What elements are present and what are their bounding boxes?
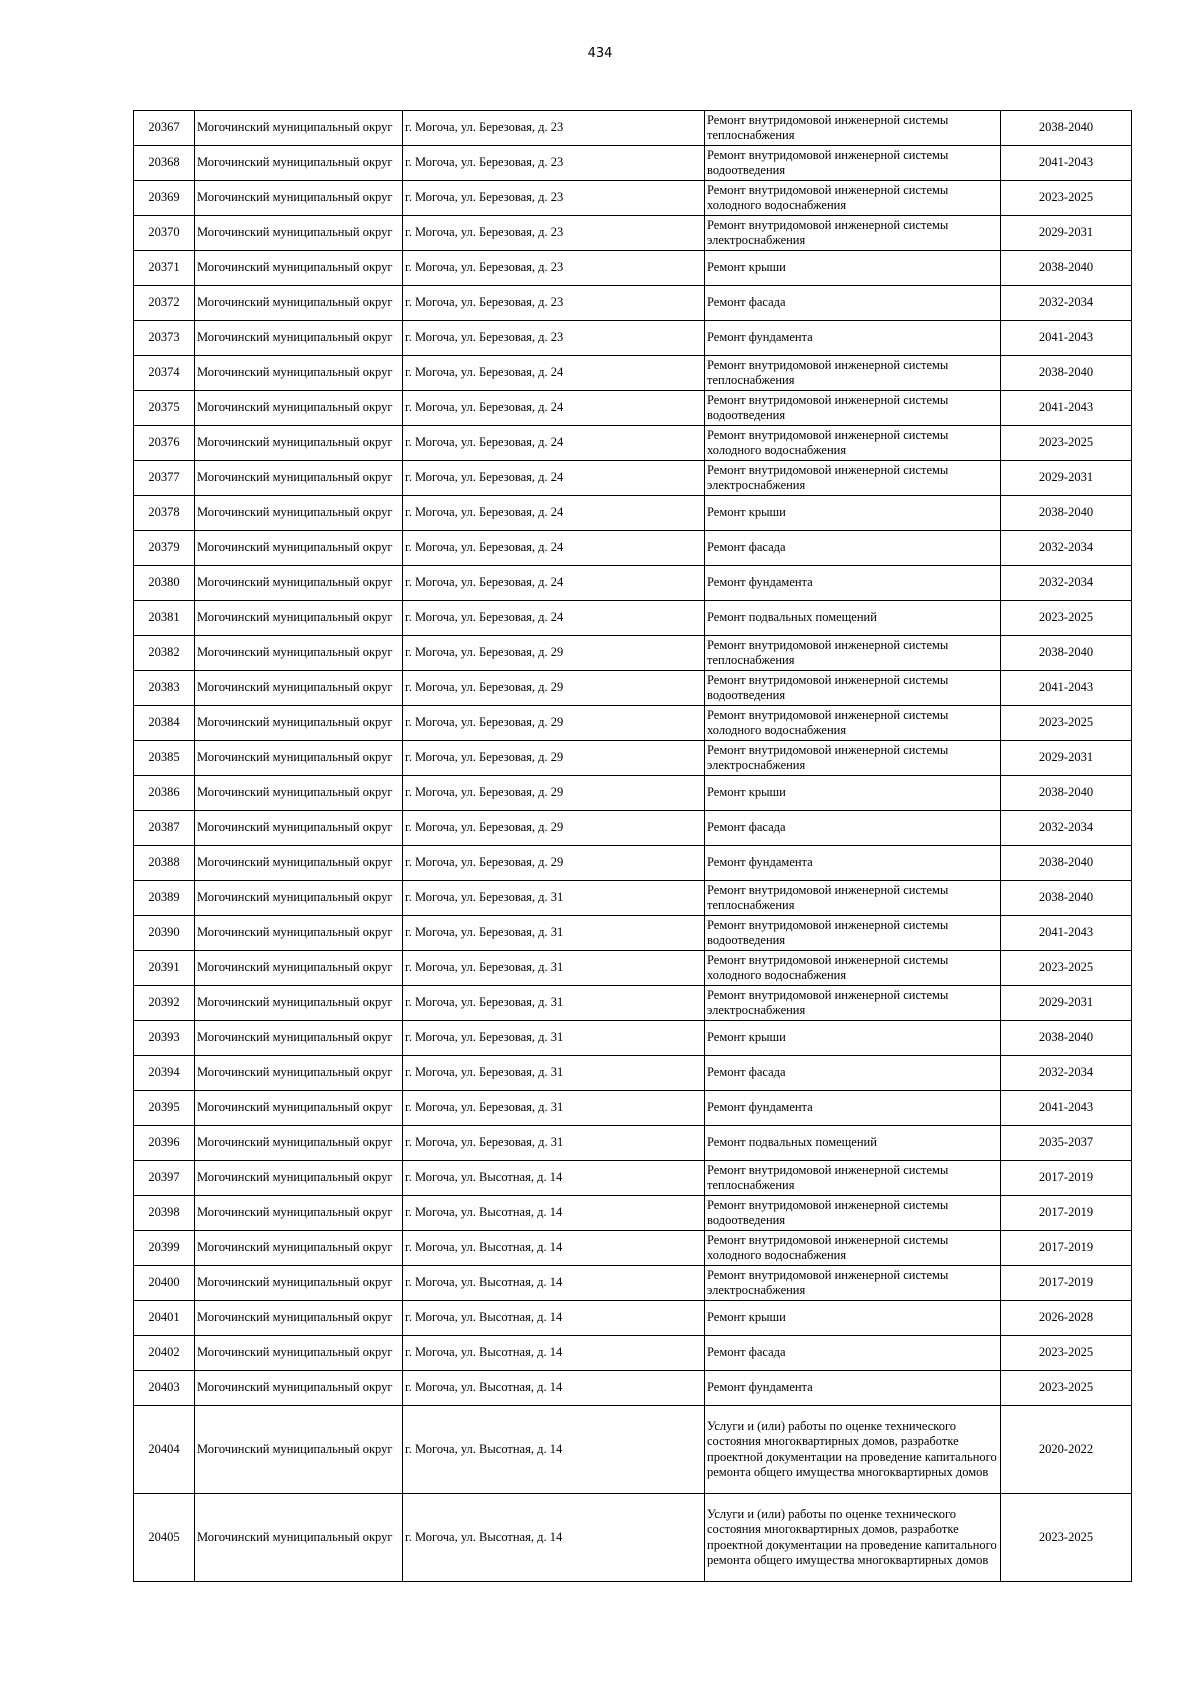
table-row [134, 1266, 1132, 1301]
table-row [134, 1021, 1132, 1056]
work-type-cell: Ремонт фасада [705, 1056, 1001, 1091]
address-cell: г. Могоча, ул. Березовая, д. 29 [403, 846, 705, 881]
table-row [134, 356, 1132, 391]
table-row [134, 461, 1132, 496]
work-type-cell: Ремонт внутридомовой инженерной системы теплоснабжения [705, 356, 1001, 391]
period-cell: 2023-2025 [1001, 601, 1132, 636]
address-cell: г. Могоча, ул. Березовая, д. 31 [403, 1126, 705, 1161]
address-cell: г. Могоча, ул. Березовая, д. 31 [403, 881, 705, 916]
row-number-cell: 20381 [134, 601, 195, 636]
row-number-cell: 20402 [134, 1336, 195, 1371]
work-type-cell: Ремонт внутридомовой инженерной системы электроснабжения [705, 986, 1001, 1021]
table-row [134, 636, 1132, 671]
district-cell: Могочинский муниципальный округ [195, 671, 403, 706]
row-number-cell: 20403 [134, 1371, 195, 1406]
address-cell: г. Могоча, ул. Березовая, д. 31 [403, 916, 705, 951]
row-number-cell: 20400 [134, 1266, 195, 1301]
row-number-cell: 20382 [134, 636, 195, 671]
address-cell: г. Могоча, ул. Березовая, д. 29 [403, 706, 705, 741]
work-type-cell: Ремонт крыши [705, 496, 1001, 531]
table-row [134, 1336, 1132, 1371]
row-number-cell: 20385 [134, 741, 195, 776]
period-cell: 2017-2019 [1001, 1266, 1132, 1301]
table-row [134, 741, 1132, 776]
period-cell: 2038-2040 [1001, 356, 1132, 391]
address-cell: г. Могоча, ул. Березовая, д. 29 [403, 776, 705, 811]
work-type-cell: Ремонт внутридомовой инженерной системы электроснабжения [705, 741, 1001, 776]
period-cell: 2038-2040 [1001, 251, 1132, 286]
district-cell: Могочинский муниципальный округ [195, 1301, 403, 1336]
work-type-cell: Ремонт внутридомовой инженерной системы водоотведения [705, 146, 1001, 181]
work-type-cell: Ремонт крыши [705, 776, 1001, 811]
district-cell: Могочинский муниципальный округ [195, 1056, 403, 1091]
period-cell: 2041-2043 [1001, 146, 1132, 181]
period-cell: 2017-2019 [1001, 1161, 1132, 1196]
table-row [134, 251, 1132, 286]
period-cell: 2041-2043 [1001, 321, 1132, 356]
address-cell: г. Могоча, ул. Березовая, д. 29 [403, 811, 705, 846]
period-cell: 2017-2019 [1001, 1231, 1132, 1266]
table-row [134, 286, 1132, 321]
work-type-cell: Ремонт внутридомовой инженерной системы холодного водоснабжения [705, 706, 1001, 741]
row-number-cell: 20370 [134, 216, 195, 251]
table-row [134, 706, 1132, 741]
district-cell: Могочинский муниципальный округ [195, 811, 403, 846]
district-cell: Могочинский муниципальный округ [195, 951, 403, 986]
table-row [134, 1494, 1132, 1582]
period-cell: 2038-2040 [1001, 636, 1132, 671]
address-cell: г. Могоча, ул. Высотная, д. 14 [403, 1196, 705, 1231]
address-cell: г. Могоча, ул. Высотная, д. 14 [403, 1161, 705, 1196]
row-number-cell: 20376 [134, 426, 195, 461]
district-cell: Могочинский муниципальный округ [195, 1126, 403, 1161]
work-type-cell: Услуги и (или) работы по оценке технического состояния многоквартирных домов, разработке проектной документации на проведение капитального ремонта общего имущества многоквартирных домов [705, 1494, 1001, 1582]
work-type-cell: Ремонт внутридомовой инженерной системы электроснабжения [705, 1266, 1001, 1301]
district-cell: Могочинский муниципальный округ [195, 1266, 403, 1301]
table-row [134, 216, 1132, 251]
address-cell: г. Могоча, ул. Березовая, д. 24 [403, 426, 705, 461]
row-number-cell: 20378 [134, 496, 195, 531]
row-number-cell: 20373 [134, 321, 195, 356]
period-cell: 2041-2043 [1001, 391, 1132, 426]
work-type-cell: Ремонт фасада [705, 531, 1001, 566]
work-type-cell: Ремонт фундамента [705, 1371, 1001, 1406]
period-cell: 2038-2040 [1001, 881, 1132, 916]
district-cell: Могочинский муниципальный округ [195, 1091, 403, 1126]
row-number-cell: 20372 [134, 286, 195, 321]
period-cell: 2023-2025 [1001, 951, 1132, 986]
district-cell: Могочинский муниципальный округ [195, 706, 403, 741]
table-row [134, 1301, 1132, 1336]
work-type-cell: Ремонт внутридомовой инженерной системы холодного водоснабжения [705, 426, 1001, 461]
table-row [134, 426, 1132, 461]
period-cell: 2029-2031 [1001, 986, 1132, 1021]
work-type-cell: Ремонт подвальных помещений [705, 601, 1001, 636]
district-cell: Могочинский муниципальный округ [195, 846, 403, 881]
address-cell: г. Могоча, ул. Высотная, д. 14 [403, 1406, 705, 1494]
row-number-cell: 20389 [134, 881, 195, 916]
period-cell: 2026-2028 [1001, 1301, 1132, 1336]
work-type-cell: Ремонт внутридомовой инженерной системы теплоснабжения [705, 636, 1001, 671]
work-type-cell: Ремонт крыши [705, 251, 1001, 286]
period-cell: 2032-2034 [1001, 1056, 1132, 1091]
table-row [134, 881, 1132, 916]
row-number-cell: 20375 [134, 391, 195, 426]
work-type-cell: Ремонт внутридомовой инженерной системы холодного водоснабжения [705, 181, 1001, 216]
row-number-cell: 20394 [134, 1056, 195, 1091]
district-cell: Могочинский муниципальный округ [195, 636, 403, 671]
address-cell: г. Могоча, ул. Березовая, д. 24 [403, 391, 705, 426]
work-type-cell: Ремонт внутридомовой инженерной системы водоотведения [705, 1196, 1001, 1231]
row-number-cell: 20404 [134, 1406, 195, 1494]
district-cell: Могочинский муниципальный округ [195, 286, 403, 321]
district-cell: Могочинский муниципальный округ [195, 321, 403, 356]
address-cell: г. Могоча, ул. Высотная, д. 14 [403, 1371, 705, 1406]
table-row [134, 146, 1132, 181]
period-cell: 2023-2025 [1001, 1336, 1132, 1371]
district-cell: Могочинский муниципальный округ [195, 1371, 403, 1406]
work-type-cell: Ремонт подвальных помещений [705, 1126, 1001, 1161]
district-cell: Могочинский муниципальный округ [195, 426, 403, 461]
row-number-cell: 20397 [134, 1161, 195, 1196]
address-cell: г. Могоча, ул. Высотная, д. 14 [403, 1336, 705, 1371]
row-number-cell: 20379 [134, 531, 195, 566]
table-body [134, 111, 1132, 1582]
row-number-cell: 20388 [134, 846, 195, 881]
row-number-cell: 20369 [134, 181, 195, 216]
address-cell: г. Могоча, ул. Березовая, д. 24 [403, 601, 705, 636]
district-cell: Могочинский муниципальный округ [195, 1231, 403, 1266]
district-cell: Могочинский муниципальный округ [195, 776, 403, 811]
address-cell: г. Могоча, ул. Березовая, д. 29 [403, 671, 705, 706]
table-row [134, 566, 1132, 601]
period-cell: 2038-2040 [1001, 1021, 1132, 1056]
address-cell: г. Могоча, ул. Березовая, д. 24 [403, 566, 705, 601]
work-type-cell: Ремонт внутридомовой инженерной системы водоотведения [705, 391, 1001, 426]
work-type-cell: Ремонт внутридомовой инженерной системы холодного водоснабжения [705, 951, 1001, 986]
work-type-cell: Ремонт фундамента [705, 1091, 1001, 1126]
period-cell: 2035-2037 [1001, 1126, 1132, 1161]
table-row [134, 321, 1132, 356]
table-row [134, 531, 1132, 566]
table-row [134, 1091, 1132, 1126]
row-number-cell: 20396 [134, 1126, 195, 1161]
work-type-cell: Ремонт фасада [705, 286, 1001, 321]
period-cell: 2023-2025 [1001, 1494, 1132, 1582]
address-cell: г. Могоча, ул. Березовая, д. 23 [403, 321, 705, 356]
period-cell: 2041-2043 [1001, 916, 1132, 951]
district-cell: Могочинский муниципальный округ [195, 181, 403, 216]
work-type-cell: Ремонт внутридомовой инженерной системы теплоснабжения [705, 111, 1001, 146]
district-cell: Могочинский муниципальный округ [195, 1336, 403, 1371]
table-row [134, 1231, 1132, 1266]
period-cell: 2041-2043 [1001, 671, 1132, 706]
district-cell: Могочинский муниципальный округ [195, 461, 403, 496]
district-cell: Могочинский муниципальный округ [195, 916, 403, 951]
table-row [134, 1371, 1132, 1406]
table-row [134, 601, 1132, 636]
period-cell: 2023-2025 [1001, 1371, 1132, 1406]
table-row [134, 1161, 1132, 1196]
address-cell: г. Могоча, ул. Березовая, д. 23 [403, 181, 705, 216]
work-type-cell: Ремонт фундамента [705, 846, 1001, 881]
period-cell: 2029-2031 [1001, 741, 1132, 776]
work-type-cell: Ремонт внутридомовой инженерной системы водоотведения [705, 671, 1001, 706]
period-cell: 2038-2040 [1001, 111, 1132, 146]
row-number-cell: 20393 [134, 1021, 195, 1056]
row-number-cell: 20399 [134, 1231, 195, 1266]
district-cell: Могочинский муниципальный округ [195, 881, 403, 916]
period-cell: 2041-2043 [1001, 1091, 1132, 1126]
address-cell: г. Могоча, ул. Березовая, д. 31 [403, 986, 705, 1021]
address-cell: г. Могоча, ул. Высотная, д. 14 [403, 1301, 705, 1336]
period-cell: 2038-2040 [1001, 846, 1132, 881]
work-type-cell: Ремонт внутридомовой инженерной системы электроснабжения [705, 461, 1001, 496]
address-cell: г. Могоча, ул. Березовая, д. 31 [403, 1091, 705, 1126]
address-cell: г. Могоча, ул. Березовая, д. 23 [403, 216, 705, 251]
table-row [134, 496, 1132, 531]
period-cell: 2038-2040 [1001, 496, 1132, 531]
row-number-cell: 20386 [134, 776, 195, 811]
row-number-cell: 20405 [134, 1494, 195, 1582]
address-cell: г. Могоча, ул. Березовая, д. 24 [403, 461, 705, 496]
district-cell: Могочинский муниципальный округ [195, 1406, 403, 1494]
work-type-cell: Ремонт крыши [705, 1301, 1001, 1336]
table-row [134, 1056, 1132, 1091]
row-number-cell: 20377 [134, 461, 195, 496]
period-cell: 2032-2034 [1001, 286, 1132, 321]
work-type-cell: Ремонт внутридомовой инженерной системы электроснабжения [705, 216, 1001, 251]
district-cell: Могочинский муниципальный округ [195, 986, 403, 1021]
address-cell: г. Могоча, ул. Березовая, д. 31 [403, 951, 705, 986]
address-cell: г. Могоча, ул. Высотная, д. 14 [403, 1494, 705, 1582]
address-cell: г. Могоча, ул. Высотная, д. 14 [403, 1231, 705, 1266]
page-number: 434 [587, 46, 613, 61]
period-cell: 2023-2025 [1001, 426, 1132, 461]
period-cell: 2020-2022 [1001, 1406, 1132, 1494]
district-cell: Могочинский муниципальный округ [195, 146, 403, 181]
table-row [134, 916, 1132, 951]
table-row [134, 846, 1132, 881]
table-row [134, 181, 1132, 216]
period-cell: 2032-2034 [1001, 566, 1132, 601]
district-cell: Могочинский муниципальный округ [195, 1161, 403, 1196]
district-cell: Могочинский муниципальный округ [195, 566, 403, 601]
district-cell: Могочинский муниципальный округ [195, 1196, 403, 1231]
district-cell: Могочинский муниципальный округ [195, 741, 403, 776]
row-number-cell: 20398 [134, 1196, 195, 1231]
work-type-cell: Ремонт внутридомовой инженерной системы водоотведения [705, 916, 1001, 951]
row-number-cell: 20367 [134, 111, 195, 146]
work-type-cell: Ремонт внутридомовой инженерной системы теплоснабжения [705, 881, 1001, 916]
address-cell: г. Могоча, ул. Березовая, д. 24 [403, 531, 705, 566]
address-cell: г. Могоча, ул. Березовая, д. 31 [403, 1021, 705, 1056]
table-row [134, 391, 1132, 426]
table-row [134, 111, 1132, 146]
row-number-cell: 20384 [134, 706, 195, 741]
address-cell: г. Могоча, ул. Березовая, д. 24 [403, 356, 705, 391]
address-cell: г. Могоча, ул. Березовая, д. 23 [403, 251, 705, 286]
row-number-cell: 20371 [134, 251, 195, 286]
row-number-cell: 20395 [134, 1091, 195, 1126]
address-cell: г. Могоча, ул. Высотная, д. 14 [403, 1266, 705, 1301]
row-number-cell: 20391 [134, 951, 195, 986]
district-cell: Могочинский муниципальный округ [195, 251, 403, 286]
work-type-cell: Ремонт фасада [705, 811, 1001, 846]
table-row [134, 776, 1132, 811]
row-number-cell: 20392 [134, 986, 195, 1021]
period-cell: 2023-2025 [1001, 181, 1132, 216]
row-number-cell: 20387 [134, 811, 195, 846]
table-row [134, 951, 1132, 986]
district-cell: Могочинский муниципальный округ [195, 391, 403, 426]
row-number-cell: 20401 [134, 1301, 195, 1336]
period-cell: 2023-2025 [1001, 706, 1132, 741]
period-cell: 2029-2031 [1001, 461, 1132, 496]
row-number-cell: 20368 [134, 146, 195, 181]
period-cell: 2038-2040 [1001, 776, 1132, 811]
work-type-cell: Ремонт фундамента [705, 321, 1001, 356]
work-type-cell: Услуги и (или) работы по оценке технического состояния многоквартирных домов, разработке проектной документации на проведение капитального ремонта общего имущества многоквартирных домов [705, 1406, 1001, 1494]
table-row [134, 1406, 1132, 1494]
table-row [134, 671, 1132, 706]
table-row [134, 1196, 1132, 1231]
address-cell: г. Могоча, ул. Березовая, д. 23 [403, 111, 705, 146]
period-cell: 2032-2034 [1001, 531, 1132, 566]
work-type-cell: Ремонт крыши [705, 1021, 1001, 1056]
district-cell: Могочинский муниципальный округ [195, 531, 403, 566]
row-number-cell: 20380 [134, 566, 195, 601]
address-cell: г. Могоча, ул. Березовая, д. 31 [403, 1056, 705, 1091]
repair-schedule-table [133, 110, 1132, 1582]
row-number-cell: 20383 [134, 671, 195, 706]
address-cell: г. Могоча, ул. Березовая, д. 29 [403, 636, 705, 671]
district-cell: Могочинский муниципальный округ [195, 1494, 403, 1582]
district-cell: Могочинский муниципальный округ [195, 111, 403, 146]
address-cell: г. Могоча, ул. Березовая, д. 24 [403, 496, 705, 531]
work-type-cell: Ремонт фундамента [705, 566, 1001, 601]
district-cell: Могочинский муниципальный округ [195, 216, 403, 251]
period-cell: 2032-2034 [1001, 811, 1132, 846]
work-type-cell: Ремонт внутридомовой инженерной системы теплоснабжения [705, 1161, 1001, 1196]
row-number-cell: 20374 [134, 356, 195, 391]
address-cell: г. Могоча, ул. Березовая, д. 23 [403, 146, 705, 181]
period-cell: 2029-2031 [1001, 216, 1132, 251]
row-number-cell: 20390 [134, 916, 195, 951]
district-cell: Могочинский муниципальный округ [195, 1021, 403, 1056]
period-cell: 2017-2019 [1001, 1196, 1132, 1231]
district-cell: Могочинский муниципальный округ [195, 601, 403, 636]
address-cell: г. Могоча, ул. Березовая, д. 23 [403, 286, 705, 321]
table-row [134, 986, 1132, 1021]
table-row [134, 811, 1132, 846]
work-type-cell: Ремонт фасада [705, 1336, 1001, 1371]
district-cell: Могочинский муниципальный округ [195, 356, 403, 391]
work-type-cell: Ремонт внутридомовой инженерной системы холодного водоснабжения [705, 1231, 1001, 1266]
table-row [134, 1126, 1132, 1161]
address-cell: г. Могоча, ул. Березовая, д. 29 [403, 741, 705, 776]
district-cell: Могочинский муниципальный округ [195, 496, 403, 531]
